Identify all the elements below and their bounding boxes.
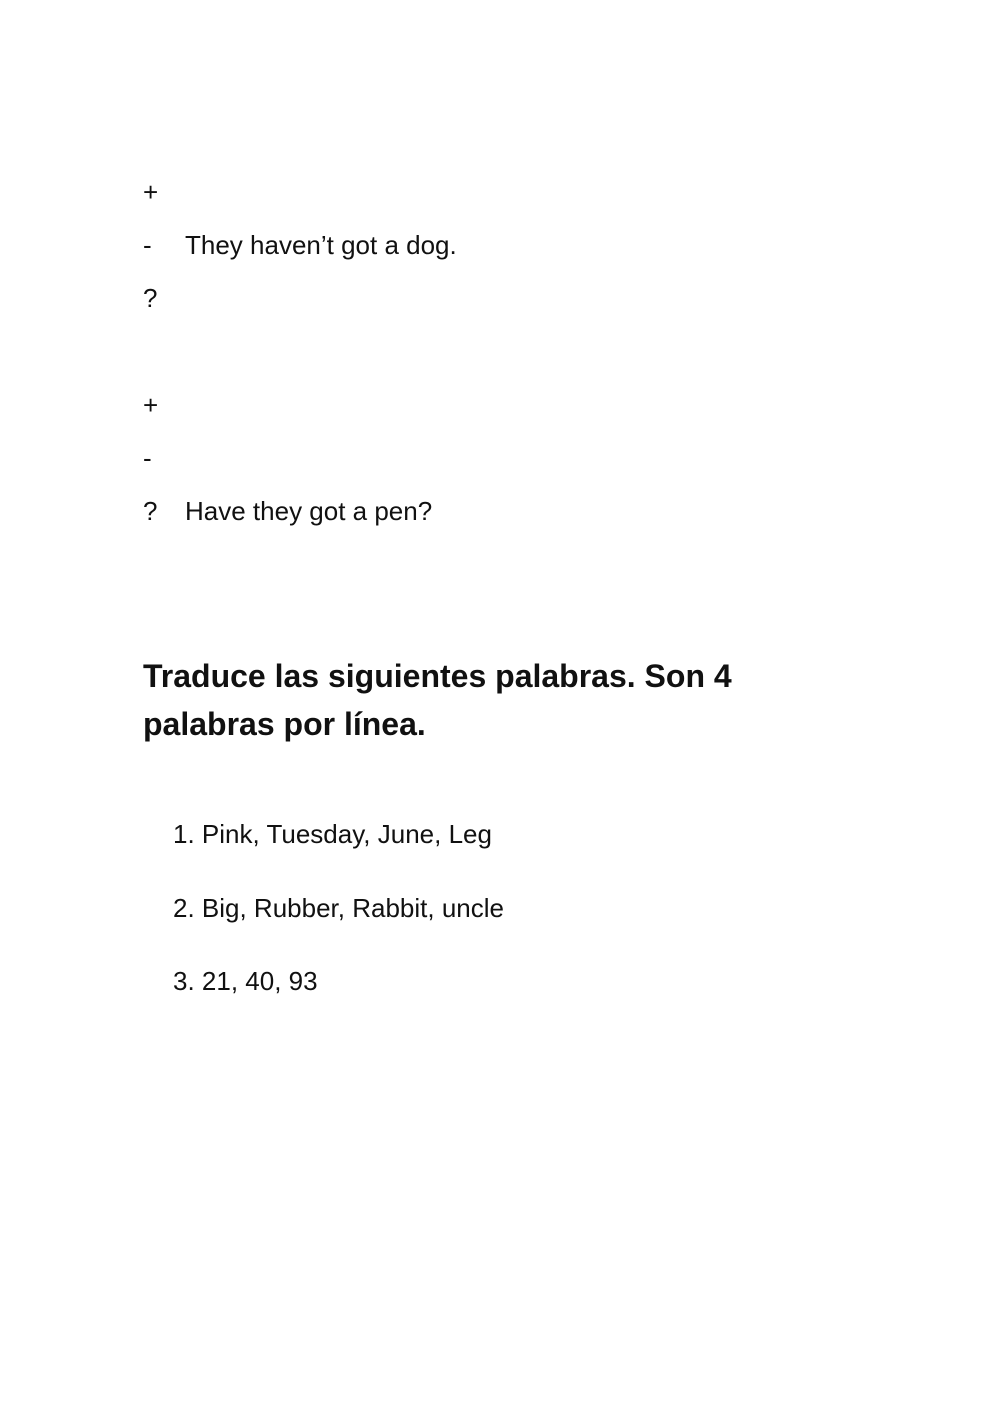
plus-symbol: + <box>143 177 159 207</box>
list-item: 2. Big, Rubber, Rabbit, uncle <box>173 893 504 923</box>
sentence-row-negative <box>143 442 185 474</box>
list-item: 3. 21, 40, 93 <box>173 966 318 996</box>
minus-symbol: - <box>143 443 152 473</box>
minus-symbol: - <box>143 230 152 260</box>
sentence-row-affirmative <box>143 389 185 421</box>
question-symbol: ? <box>143 283 158 313</box>
question-symbol: ? <box>143 496 158 526</box>
sentence-text: Have they got a pen? <box>185 496 433 526</box>
sentence-row-question <box>143 495 432 527</box>
sentence-row-affirmative <box>143 176 185 208</box>
section-heading: Traduce las siguientes palabras. Son 4 palabras por línea. <box>143 658 732 742</box>
list-item: 1. Pink, Tuesday, June, Leg <box>173 819 492 849</box>
sentence-text: They haven’t got a dog. <box>185 230 457 260</box>
plus-symbol: + <box>143 390 159 420</box>
sentence-row-question <box>143 282 185 314</box>
sentence-row-negative <box>143 229 457 261</box>
